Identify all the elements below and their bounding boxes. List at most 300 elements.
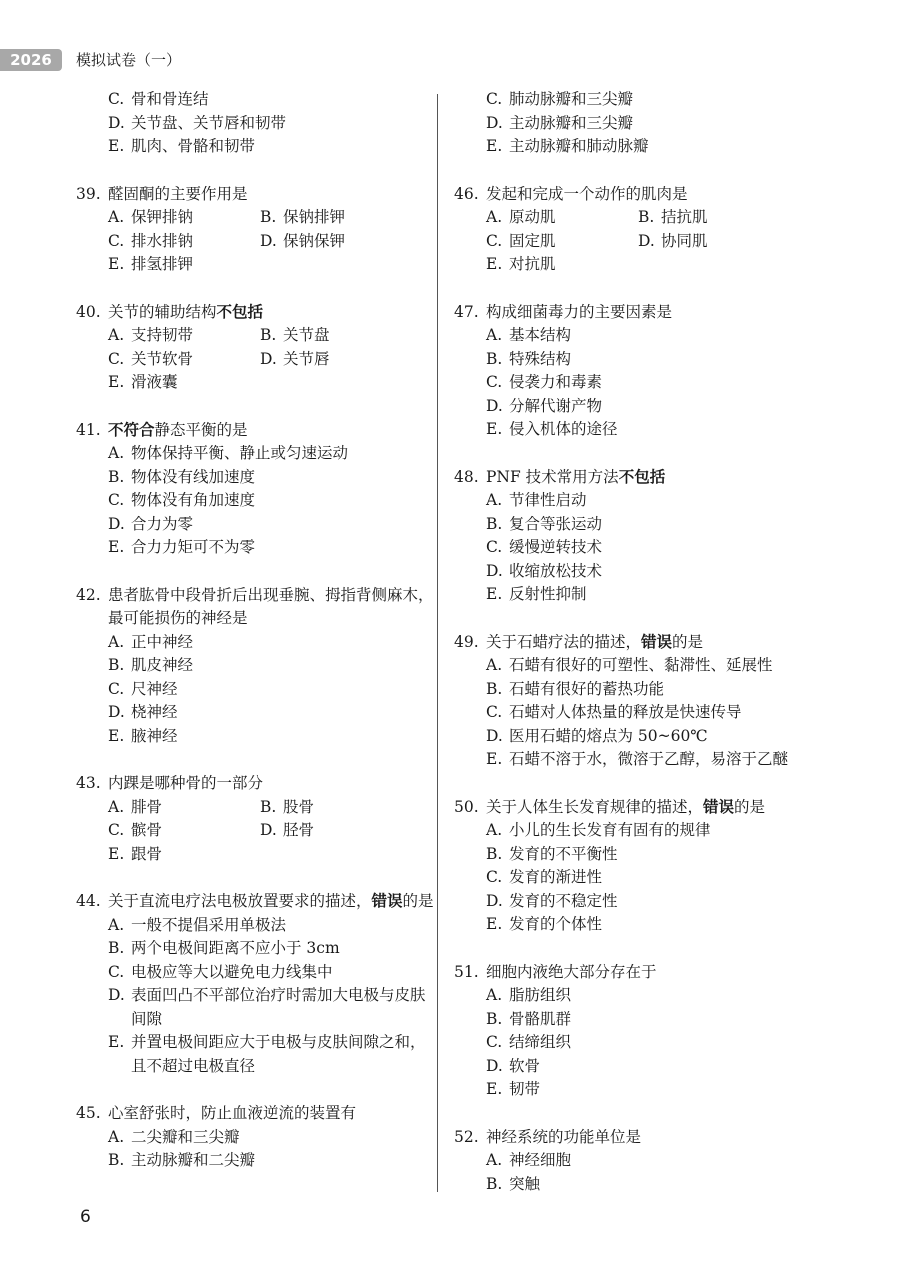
option-text: 合力为零 <box>131 514 194 533</box>
answer-option <box>108 1031 436 1078</box>
answer-options <box>76 1126 436 1173</box>
option-text: 髌骨 <box>131 821 163 839</box>
answer-option <box>486 819 814 843</box>
question-stem <box>454 466 814 490</box>
question-text <box>108 584 436 631</box>
option-text: 结缔组织 <box>509 1033 572 1051</box>
answer-option <box>108 631 436 655</box>
page-number: 6 <box>80 1207 91 1227</box>
answer-option <box>108 843 436 867</box>
option-letter: C. <box>108 679 125 698</box>
option-letter: A. <box>486 491 503 509</box>
option-letter: E. <box>486 255 503 273</box>
answer-options <box>76 796 436 867</box>
answer-option <box>108 1149 436 1173</box>
option-letter: E. <box>108 255 125 273</box>
answer-option <box>486 866 814 890</box>
option-text: 石蜡不溶于水，微溶于乙醇，易溶于乙醚 <box>509 750 789 768</box>
question-stem <box>76 1102 436 1126</box>
option-text: 神经细胞 <box>509 1151 572 1169</box>
answer-option <box>486 560 814 584</box>
option-letter: D. <box>108 514 125 533</box>
option-letter: E. <box>486 915 503 933</box>
option-letter: C. <box>486 231 503 250</box>
question-item <box>454 183 814 277</box>
answer-option <box>108 88 436 112</box>
option-text: 物体没有线加速度 <box>131 467 256 486</box>
option-text: 股骨 <box>283 797 315 816</box>
stem-segment: 内踝是哪种骨的一部分 <box>108 774 264 792</box>
option-letter: B. <box>638 208 655 226</box>
option-letter: E. <box>108 538 125 556</box>
question-stem <box>454 1126 814 1150</box>
answer-option <box>108 112 436 136</box>
answer-option <box>486 701 814 725</box>
right-column <box>454 88 814 1220</box>
answer-option <box>108 654 436 678</box>
answer-option <box>486 253 814 277</box>
option-letter: A. <box>486 821 503 839</box>
stem-segment: 细胞内液绝大部分存在于 <box>486 962 657 981</box>
answer-option <box>108 961 436 985</box>
option-letter: A. <box>486 656 503 674</box>
question-number: 47. <box>454 302 479 321</box>
option-text: 石蜡有很好的蓄热功能 <box>509 679 665 698</box>
option-text: 发育的渐进性 <box>509 868 603 886</box>
stem-segment: 神经系统的功能单位是 <box>486 1127 642 1146</box>
question-item <box>76 890 436 1078</box>
option-letter: D. <box>260 349 277 368</box>
question-number: 39. <box>76 184 101 203</box>
option-text: 石蜡有很好的可塑性、黏滞性、延展性 <box>509 656 773 674</box>
question-stem <box>454 301 814 325</box>
answer-option <box>260 230 412 254</box>
stem-segment: 关于石蜡疗法的描述， <box>486 632 642 651</box>
question-item <box>76 1102 436 1173</box>
option-letter: E. <box>486 420 503 438</box>
question-item <box>454 961 814 1102</box>
answer-option <box>260 819 412 843</box>
emphasis-text: 错误 <box>703 797 735 816</box>
question-stem <box>454 961 814 985</box>
answer-option <box>486 135 814 159</box>
question-number: 49. <box>454 632 479 651</box>
option-letter: D. <box>638 231 655 250</box>
emphasis-text: 不符合 <box>108 420 155 439</box>
option-text: 合力力矩可不为零 <box>131 538 256 556</box>
question-number: 43. <box>76 774 101 792</box>
option-letter: D. <box>108 703 125 721</box>
answer-option <box>486 843 814 867</box>
answer-options <box>454 206 814 277</box>
option-letter: C. <box>108 962 125 981</box>
option-letter: E. <box>108 844 125 863</box>
emphasis-text: 不包括 <box>618 467 666 486</box>
option-text: 脂肪组织 <box>509 986 572 1004</box>
answer-options <box>454 324 814 442</box>
option-text: 骨骼肌群 <box>509 1009 572 1028</box>
answer-option <box>486 88 814 112</box>
answer-option <box>486 748 814 772</box>
option-text: 桡神经 <box>131 703 178 721</box>
answer-option <box>486 1149 814 1173</box>
question-item <box>454 631 814 772</box>
stem-segment: 的是 <box>672 632 704 651</box>
option-text: 肌肉、骨骼和韧带 <box>131 137 256 155</box>
option-letter: D. <box>486 113 503 132</box>
answer-option <box>108 1126 436 1150</box>
option-letter: B. <box>486 1174 503 1193</box>
question-text <box>108 419 436 443</box>
stem-segment: 发起和完成一个动作的肌肉是 <box>486 184 688 203</box>
option-text: 正中神经 <box>131 632 194 651</box>
question-item <box>76 301 436 395</box>
answer-option <box>108 324 260 348</box>
option-text: 保钠排钾 <box>283 208 346 226</box>
option-text: 固定肌 <box>509 231 556 250</box>
answer-options <box>454 654 814 772</box>
option-letter: E. <box>486 137 503 155</box>
column-divider <box>437 94 438 1192</box>
option-text: 发育的不稳定性 <box>509 891 618 910</box>
option-text: 腓骨 <box>131 797 163 816</box>
option-text: 并置电极间距应大于电极与皮肤间隙之和，且不超过电极直径 <box>131 1033 426 1075</box>
option-letter: D. <box>108 113 125 132</box>
option-letter: D. <box>486 1056 503 1075</box>
question-item <box>454 1126 814 1197</box>
answer-options <box>76 324 436 395</box>
option-letter: D. <box>260 231 277 250</box>
question-item <box>454 796 814 937</box>
question-stem <box>76 890 436 914</box>
answer-option <box>486 112 814 136</box>
answer-option <box>108 230 260 254</box>
question-text <box>108 772 436 796</box>
answer-option <box>638 206 790 230</box>
option-text: 支持韧带 <box>131 326 194 344</box>
option-text: 肺动脉瓣和三尖瓣 <box>509 90 634 108</box>
option-letter: A. <box>486 208 503 226</box>
question-item <box>76 183 436 277</box>
option-letter: A. <box>108 1127 125 1146</box>
option-letter: C. <box>486 373 503 391</box>
option-text: 石蜡对人体热量的释放是快速传导 <box>509 703 742 721</box>
answer-option <box>108 253 436 277</box>
option-letter: B. <box>108 467 125 486</box>
question-number: 50. <box>454 797 479 816</box>
answer-option <box>108 678 436 702</box>
question-text <box>108 890 436 914</box>
question-stem <box>76 301 436 325</box>
answer-option <box>486 1008 814 1032</box>
emphasis-text: 错误 <box>371 892 403 910</box>
question-text <box>486 961 814 985</box>
answer-options <box>76 631 436 749</box>
question-item <box>454 466 814 607</box>
option-letter: A. <box>108 208 125 226</box>
question-item <box>76 584 436 749</box>
option-text: 胫骨 <box>283 821 315 839</box>
question-item <box>76 88 436 159</box>
option-letter: A. <box>108 444 125 462</box>
option-text: 保钾排钠 <box>131 208 194 226</box>
option-letter: E. <box>108 373 125 391</box>
answer-option <box>486 725 814 749</box>
option-letter: C. <box>108 90 125 108</box>
option-letter: D. <box>260 821 277 839</box>
answer-option <box>486 536 814 560</box>
answer-options <box>454 984 814 1102</box>
answer-option <box>486 890 814 914</box>
option-text: 协同肌 <box>661 231 708 250</box>
answer-option <box>108 914 436 938</box>
option-text: 主动脉瓣和三尖瓣 <box>509 113 634 132</box>
answer-option <box>486 583 814 607</box>
answer-option <box>260 206 412 230</box>
option-letter: A. <box>108 632 125 651</box>
option-text: 滑液囊 <box>131 373 178 391</box>
question-text <box>108 1102 436 1126</box>
option-letter: B. <box>486 679 503 698</box>
option-text: 反射性抑制 <box>509 585 587 603</box>
answer-option <box>108 725 436 749</box>
answer-option <box>486 1031 814 1055</box>
option-letter: C. <box>108 231 125 250</box>
option-letter: A. <box>486 326 503 344</box>
option-text: 排水排钠 <box>131 231 194 250</box>
stem-segment: PNF 技术常用方法 <box>486 467 619 486</box>
answer-option <box>108 937 436 961</box>
question-stem <box>454 796 814 820</box>
option-text: 关节盘、关节唇和韧带 <box>131 113 287 132</box>
option-letter: E. <box>108 137 125 155</box>
option-letter: D. <box>486 561 503 580</box>
option-text: 侵入机体的途径 <box>509 420 618 438</box>
option-letter: C. <box>486 90 503 108</box>
answer-options <box>76 206 436 277</box>
answer-option <box>108 489 436 513</box>
option-letter: E. <box>486 585 503 603</box>
answer-option <box>108 371 436 395</box>
option-letter: B. <box>260 208 277 226</box>
option-letter: B. <box>486 349 503 368</box>
answer-option <box>260 796 412 820</box>
answer-options <box>454 1149 814 1196</box>
question-number: 42. <box>76 585 101 604</box>
option-text: 表面凹凸不平部位治疗时需加大电极与皮肤间隙 <box>131 986 426 1028</box>
option-text: 原动肌 <box>509 208 556 226</box>
running-title: 模拟试卷（一） <box>76 51 182 69</box>
question-text <box>108 301 436 325</box>
option-text: 缓慢逆转技术 <box>509 538 603 556</box>
question-number: 41. <box>76 420 101 439</box>
answer-option <box>108 819 260 843</box>
question-item <box>454 88 814 159</box>
option-text: 关节唇 <box>283 349 330 368</box>
answer-option <box>486 348 814 372</box>
stem-segment: 的是 <box>734 797 766 816</box>
question-number: 51. <box>454 962 479 981</box>
option-text: 物体保持平衡、静止或匀速运动 <box>131 444 349 462</box>
question-number: 48. <box>454 467 479 486</box>
answer-option <box>486 678 814 702</box>
option-letter: C. <box>486 868 503 886</box>
answer-option <box>486 654 814 678</box>
option-text: 韧带 <box>509 1080 541 1098</box>
answer-options <box>76 442 436 560</box>
option-letter: D. <box>108 986 125 1004</box>
year-badge: 2026 <box>0 49 62 71</box>
question-number: 44. <box>76 892 101 910</box>
option-text: 二尖瓣和三尖瓣 <box>131 1127 240 1146</box>
question-stem <box>454 631 814 655</box>
answer-option <box>486 984 814 1008</box>
option-letter: A. <box>108 915 125 934</box>
stem-segment: 关于直流电疗法电极放置要求的描述， <box>108 892 372 910</box>
option-text: 物体没有角加速度 <box>131 491 256 509</box>
option-letter: C. <box>486 1033 503 1051</box>
option-letter: A. <box>486 1151 503 1169</box>
option-text: 关节盘 <box>283 326 330 344</box>
stem-segment: 醛固酮的主要作用是 <box>108 184 248 203</box>
answer-option <box>486 1055 814 1079</box>
answer-option <box>486 371 814 395</box>
option-text: 医用石蜡的熔点为 50~60℃ <box>509 726 708 745</box>
answer-option <box>108 536 436 560</box>
option-text: 收缩放松技术 <box>509 561 603 580</box>
stem-segment: 关节的辅助结构 <box>108 302 217 321</box>
option-text: 拮抗肌 <box>661 208 708 226</box>
option-letter: B. <box>486 1009 503 1028</box>
answer-option <box>486 489 814 513</box>
option-letter: B. <box>486 844 503 863</box>
emphasis-text: 错误 <box>641 632 673 651</box>
answer-option <box>486 206 638 230</box>
option-text: 特殊结构 <box>509 349 572 368</box>
question-number: 52. <box>454 1127 479 1146</box>
answer-options <box>454 88 814 159</box>
question-stem <box>76 772 436 796</box>
option-letter: C. <box>108 349 125 368</box>
option-letter: D. <box>486 891 503 910</box>
option-text: 肌皮神经 <box>131 656 194 674</box>
answer-option <box>486 513 814 537</box>
option-text: 跟骨 <box>131 844 163 863</box>
answer-option <box>108 513 436 537</box>
option-letter: C. <box>486 538 503 556</box>
option-text: 复合等张运动 <box>509 514 603 533</box>
option-text: 对抗肌 <box>509 255 556 273</box>
answer-option <box>108 348 260 372</box>
question-stem <box>76 419 436 443</box>
option-text: 尺神经 <box>131 679 178 698</box>
answer-option <box>108 206 260 230</box>
answer-option <box>486 1173 814 1197</box>
option-letter: E. <box>108 1033 125 1051</box>
option-letter: A. <box>108 797 125 816</box>
question-text <box>486 1126 814 1150</box>
answer-option <box>486 913 814 937</box>
option-text: 基本结构 <box>509 326 572 344</box>
question-text <box>486 466 814 490</box>
option-text: 两个电极间距离不应小于 3cm <box>131 939 340 957</box>
option-text: 软骨 <box>509 1056 541 1075</box>
left-column <box>76 88 436 1197</box>
option-text: 侵袭力和毒素 <box>509 373 603 391</box>
option-letter: B. <box>260 797 277 816</box>
stem-segment: 关于人体生长发育规律的描述， <box>486 797 704 816</box>
question-text <box>486 301 814 325</box>
question-text <box>486 796 814 820</box>
option-letter: E. <box>108 726 125 745</box>
stem-segment: 的是 <box>402 892 434 910</box>
question-text <box>486 631 814 655</box>
question-number: 46. <box>454 184 479 203</box>
answer-option <box>108 796 260 820</box>
answer-option <box>108 984 436 1031</box>
option-text: 关节软骨 <box>131 349 194 368</box>
answer-option <box>260 324 412 348</box>
question-stem <box>76 584 436 631</box>
option-letter: B. <box>108 1151 125 1169</box>
option-text: 主动脉瓣和肺动脉瓣 <box>509 137 649 155</box>
answer-option <box>486 395 814 419</box>
answer-option <box>486 418 814 442</box>
answer-option <box>108 701 436 725</box>
stem-segment: 患者肱骨中段骨折后出现垂腕、拇指背侧麻木，最可能损伤的神经是 <box>108 585 434 627</box>
answer-option <box>638 230 790 254</box>
option-letter: B. <box>486 514 503 533</box>
question-text <box>486 183 814 207</box>
option-letter: B. <box>260 326 277 344</box>
option-letter: A. <box>108 326 125 344</box>
question-stem <box>76 183 436 207</box>
option-text: 分解代谢产物 <box>509 396 603 415</box>
option-text: 小儿的生长发育有固有的规律 <box>509 821 711 839</box>
answer-option <box>260 348 412 372</box>
question-stem <box>454 183 814 207</box>
option-text: 主动脉瓣和二尖瓣 <box>131 1151 256 1169</box>
question-number: 45. <box>76 1104 101 1122</box>
option-text: 骨和骨连结 <box>131 90 209 108</box>
emphasis-text: 不包括 <box>216 302 264 321</box>
answer-options <box>454 819 814 937</box>
stem-segment: 心室舒张时，防止血液逆流的装置有 <box>108 1104 357 1122</box>
answer-option <box>486 1078 814 1102</box>
option-text: 一般不提倡采用单极法 <box>131 915 287 934</box>
stem-segment: 静态平衡的是 <box>154 420 248 439</box>
option-text: 发育的不平衡性 <box>509 844 618 863</box>
question-item <box>454 301 814 442</box>
option-letter: B. <box>108 656 125 674</box>
option-letter: D. <box>486 396 503 415</box>
question-item <box>76 419 436 560</box>
answer-option <box>486 230 638 254</box>
option-letter: C. <box>108 821 125 839</box>
answer-options <box>76 88 436 159</box>
answer-options <box>454 489 814 607</box>
answer-option <box>486 324 814 348</box>
option-letter: E. <box>486 750 503 768</box>
question-text <box>108 183 436 207</box>
option-letter: A. <box>486 986 503 1004</box>
page-header <box>0 44 900 74</box>
option-text: 排氢排钾 <box>131 255 194 273</box>
option-text: 发育的个体性 <box>509 915 603 933</box>
question-item <box>76 772 436 866</box>
answer-option <box>108 442 436 466</box>
option-text: 保钠保钾 <box>283 231 346 250</box>
